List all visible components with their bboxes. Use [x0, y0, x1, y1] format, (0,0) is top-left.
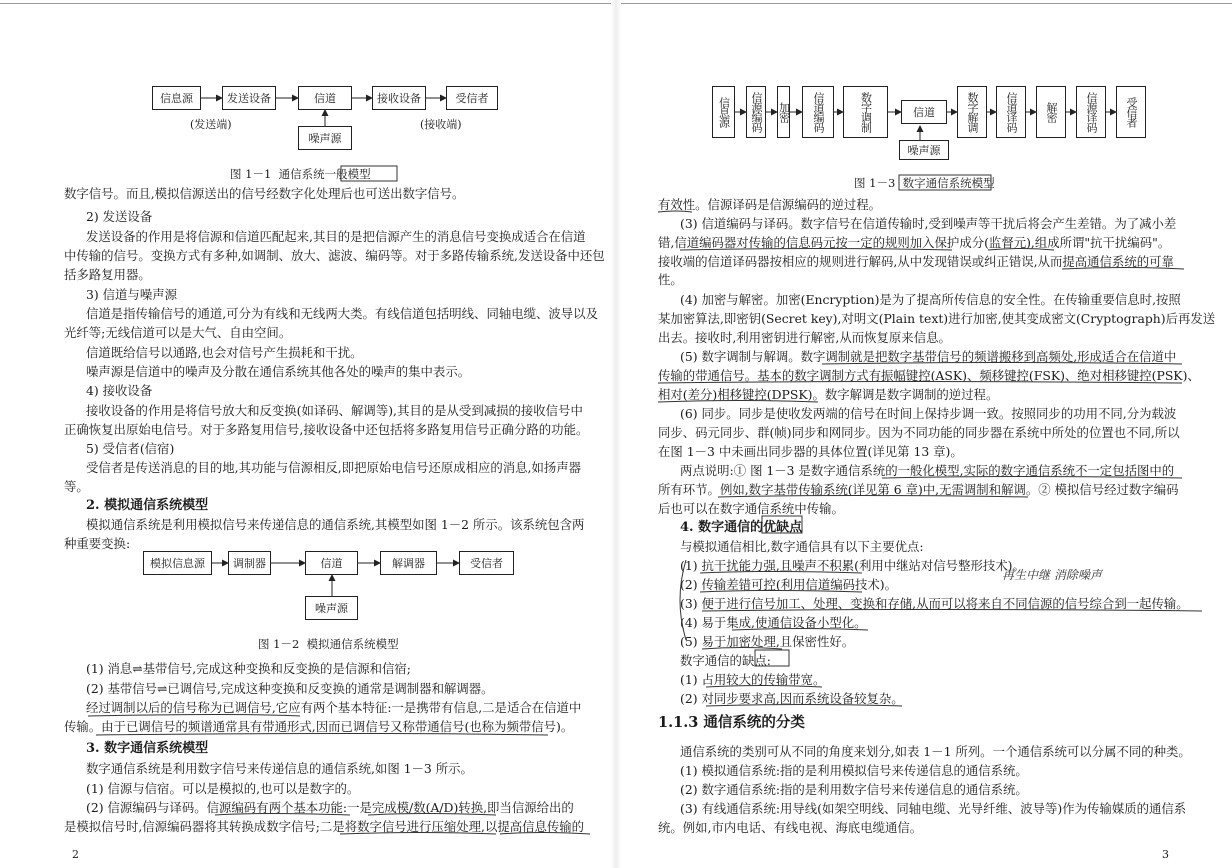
- right-page-number: 3: [1162, 848, 1169, 861]
- right-line-8: (5) 数字调制与解调。数字调制就是把数字基带信号的频谱搬移到高频处,形成适合在信道中: [680, 349, 1177, 364]
- right-line-13: 在图 1－3 中未画出同步器的具体位置(详见第 13 章)。: [658, 444, 963, 459]
- left-para-line-10: 4) 接收设备: [86, 383, 153, 398]
- left-para-line-1: 2) 发送设备: [86, 209, 153, 224]
- left-lines3-2: (2) 信源编码与译码。信源编码有两个基本功能:一是完成模/数(A/D)转换,即当信源给出的: [86, 800, 574, 815]
- left-section-2-title: 2. 模拟通信系统模型: [86, 498, 209, 513]
- fig2-box-demodulator: 解调器: [380, 551, 437, 575]
- right-class-line-0: 通信系统的类别可从不同的角度来划分,如表 1－1 所列。一个通信系统可以分属不同的种类。: [680, 744, 1191, 759]
- left-page: [0, 0, 610, 868]
- left-para-line-0: 数字信号。而且,模拟信源送出的信号经数字化处理后也可送出数字信号。: [64, 186, 465, 201]
- fig2-box-noise: 噪声源: [305, 596, 358, 620]
- left-para-line-14: 受信者是传送消息的目的地,其功能与信源相反,即把原始电信号还原成相应的消息,如扬声器: [86, 460, 582, 475]
- right-disadvantage-1: (1) 占用较大的传输带宽。: [680, 672, 826, 687]
- left-lines2-0: (1) 消息⇌基带信号,完成这种变换和反变换的是信源和信宿;: [86, 661, 411, 676]
- left-para-line-15: 等。: [64, 479, 89, 494]
- fig2-box-source: 模拟信息源: [143, 551, 212, 575]
- right-line-15: 所有环节。例如,数字基带传输系统(详见第 6 章)中,无需调制和解调。② 模拟信号经过数字编码: [658, 482, 1179, 497]
- right-class-line-1: (1) 模拟通信系统:指的是利用模拟信号来传递信息的通信系统。: [680, 763, 1028, 778]
- fig3-caption-text: 数字通信系统模型: [902, 176, 995, 190]
- left-para-line-9: 噪声源是信道中的噪声及分散在通信系统其他各处的噪声的集中表示。: [86, 364, 471, 379]
- right-line-14: 两点说明:① 图 1－3 是数字通信系统的一般化模型,实际的数字通信系统不一定包括图中的: [680, 463, 1175, 478]
- right-line-0: 有效性。信源译码是信源编码的逆过程。: [658, 197, 882, 212]
- right-page: [622, 0, 1232, 868]
- fig3-box-source-decoder: 信源译码: [1076, 86, 1106, 138]
- left-lines3-0: 数字通信系统是利用数字信号来传递信息的通信系统,如图 1－3 所示。: [86, 761, 473, 776]
- right-handwritten-note: 再生中继 消除噪声: [1002, 568, 1102, 582]
- left-para-line-5: 3) 信道与噪声源: [86, 287, 177, 302]
- right-class-line-3: (3) 有线通信系统:用导线(如架空明线、同轴电缆、光导纤维、波导等)作为传输媒质的通信系: [680, 801, 1187, 816]
- left-page-number: 2: [72, 848, 79, 861]
- left-para-line-6: 信道是指传输信号的通道,可分为有线和无线两大类。有线信道包括明线、同轴电缆、波导以及: [86, 306, 598, 321]
- right-line-10: 相对(差分)相移键控(DPSK)。数字解调是数字调制的逆过程。: [658, 387, 999, 402]
- left-para-line-8: 信道既给信号以通路,也会对信号产生损耗和干扰。: [86, 345, 363, 360]
- right-line-2: 错,信道编码器对传输的信息码元按一定的规则加入保护成分(监督元),组成所谓"抗干扰编码"。: [658, 235, 1171, 250]
- right-line-4: 性。: [658, 272, 683, 287]
- right-class-line-2: (2) 数字通信系统:指的是利用数字信号来传递信息的通信系统。: [680, 782, 1028, 797]
- fig3-box-source: 信息源: [712, 86, 735, 138]
- right-line-3: 接收端的信道译码器按相应的规则进行解码,从中发现错误或纠正错误,从而提高通信系统的可靠: [658, 254, 1174, 269]
- right-advantage-3: (3) 便于进行信号加工、处理、变换和存储,从而可以将来自不同信源的信号综合到一起传输。: [680, 596, 1189, 611]
- fig3-caption: [854, 175, 995, 191]
- left-sec2-line-0: 模拟通信系统是利用模拟信号来传递信息的通信系统,其模型如图 1－2 所示。该系统包含两: [86, 517, 585, 532]
- fig1-send-label: (发送端): [190, 118, 232, 131]
- fig3-box-encrypt: 加密: [777, 86, 790, 138]
- left-para-line-2: 发送设备的作用是将信源和信道匹配起来,其目的是把信源产生的消息信号变换成适合在信道: [86, 229, 586, 244]
- right-line-6: 某加密算法,即密钥(Secret key),对明文(Plain text)进行加密,使其变成密文(Cryptograph)后再发送: [658, 311, 1216, 326]
- right-disadvantage-2: (2) 对同步要求高,因而系统设备较复杂。: [680, 691, 904, 706]
- fig2-box-sink: 受信者: [459, 551, 514, 575]
- fig1-caption-text: 通信系统一般模型: [278, 167, 371, 181]
- right-class-line-4: 统。例如,市内电话、有线电视、海底电缆通信。: [658, 820, 923, 835]
- fig3-box-decrypt: 解密: [1036, 86, 1066, 138]
- fig1-box-channel: 信道: [298, 86, 352, 110]
- left-sec2-line-1: 种重要变换:: [64, 536, 131, 551]
- fig2-caption-num: 图 1－2: [258, 637, 300, 651]
- left-lines2-1: (2) 基带信号⇌已调信号,完成这种变换和反变换的通常是调制器和解调器。: [86, 681, 494, 696]
- left-para-line-12: 正确恢复出原始电信号。对于多路复用信号,接收设备中还包括将多路复用信号正确分路的功能。: [64, 422, 589, 437]
- fig3-box-channel-decoder: 信道译码: [996, 86, 1026, 138]
- fig3-box-modulator: 数字调制: [843, 86, 888, 138]
- right-disadv-intro: 数字通信的缺点:: [680, 653, 771, 668]
- fig3-box-source-encoder: 信源编码: [746, 86, 766, 138]
- fig1-recv-label: (接收端): [420, 118, 462, 131]
- right-line-1: (3) 信道编码与译码。数字信号在信道传输时,受到噪声等干扰后将会产生差错。为了减小差: [680, 216, 1177, 231]
- left-para-line-13: 5) 受信者(信宿): [86, 441, 175, 456]
- fig3-box-noise: 噪声源: [899, 140, 949, 160]
- fig2-caption: [258, 636, 399, 652]
- right-advantage-5: (5) 易于加密处理,且保密性好。: [680, 634, 855, 649]
- left-lines3-1: (1) 信源与信宿。可以是模拟的,也可以是数字的。: [86, 781, 360, 796]
- left-lines2-3: 传输。由于已调信号的频谱通常具有带通形式,因而已调信号又称带通信号(也称为频带信号)。: [64, 719, 574, 734]
- right-adv-intro: 与模拟通信相比,数字通信具有以下主要优点:: [680, 539, 924, 554]
- fig2-box-modulator: 调制器: [228, 551, 271, 575]
- right-section-113-title: 1.1.3 通信系统的分类: [658, 714, 805, 731]
- fig1-box-noise: 噪声源: [298, 126, 352, 150]
- fig1-caption: [230, 166, 371, 182]
- book-gutter: [611, 0, 621, 868]
- right-advantage-1: (1) 抗干扰能力强,且噪声不积累(利用中继站对信号整形技术)。: [680, 558, 1025, 573]
- left-para-line-4: 括多路复用器。: [64, 267, 151, 282]
- fig1-box-transmitter: 发送设备: [222, 86, 276, 110]
- left-lines3-3: 是模拟信号时,信源编码器将其转换成数字信号;二是将数字信号进行压缩处理,以提高信息传输的: [64, 819, 585, 834]
- right-advantage-2: (2) 传输差错可控(利用信道编码技术)。: [680, 577, 898, 592]
- fig3-box-demodulator: 数字解调: [957, 86, 987, 138]
- right-advantage-4: (4) 易于集成,使通信设备小型化。: [680, 615, 867, 630]
- fig1-caption-num: 图 1－1: [230, 167, 272, 181]
- fig1-box-receiver: 接收设备: [372, 86, 426, 110]
- fig3-box-channel: 信道: [901, 100, 947, 124]
- fig3-box-channel-encoder: 信道编码: [802, 86, 834, 138]
- fig3-box-sink: 受信者: [1116, 86, 1146, 138]
- right-line-9: 传输的带通信号。基本的数字调制方式有振幅键控(ASK)、频移键控(FSK)、绝对相移键控(PSK)、: [658, 368, 1200, 383]
- right-line-11: (6) 同步。同步是使收发两端的信号在时间上保持步调一致。按照同步的功用不同,分为载波: [680, 406, 1177, 421]
- fig1-box-sink: 受信者: [446, 86, 498, 110]
- left-para-line-7: 光纤等;无线信道可以是大气、自由空间。: [64, 325, 292, 340]
- right-section-4-title: 4. 数字通信的优缺点: [680, 520, 803, 535]
- left-section-3-title: 3. 数字通信系统模型: [86, 741, 209, 756]
- fig1-box-source: 信息源: [152, 86, 201, 110]
- left-para-line-3: 中传输的信号。变换方式有多种,如调制、放大、滤波、编码等。对于多路传输系统,发送设备中还包: [64, 248, 605, 263]
- left-lines2-2: 经过调制以后的信号称为已调信号,它应有两个基本特征:一是携带有信息,二是适合在信道中: [86, 700, 582, 715]
- fig2-box-channel: 信道: [305, 551, 358, 575]
- left-para-line-11: 接收设备的作用是将信号放大和反变换(如译码、解调等),其目的是从受到减损的接收信号中: [86, 403, 583, 418]
- fig3-caption-num: 图 1－3: [854, 176, 896, 190]
- fig2-caption-text: 模拟通信系统模型: [306, 637, 399, 651]
- right-line-12: 同步、码元同步、群(帧)同步和网同步。因为不同功能的同步器在系统中所处的位置也不同,所以: [658, 425, 1180, 440]
- right-line-5: (4) 加密与解密。加密(Encryption)是为了提高所传信息的安全性。在传输重要信息时,按照: [680, 292, 1181, 307]
- right-line-16: 后也可以在数字通信系统中传输。: [658, 501, 844, 516]
- right-line-7: 出去。接收时,利用密钥进行解密,从而恢复原来信息。: [658, 330, 951, 345]
